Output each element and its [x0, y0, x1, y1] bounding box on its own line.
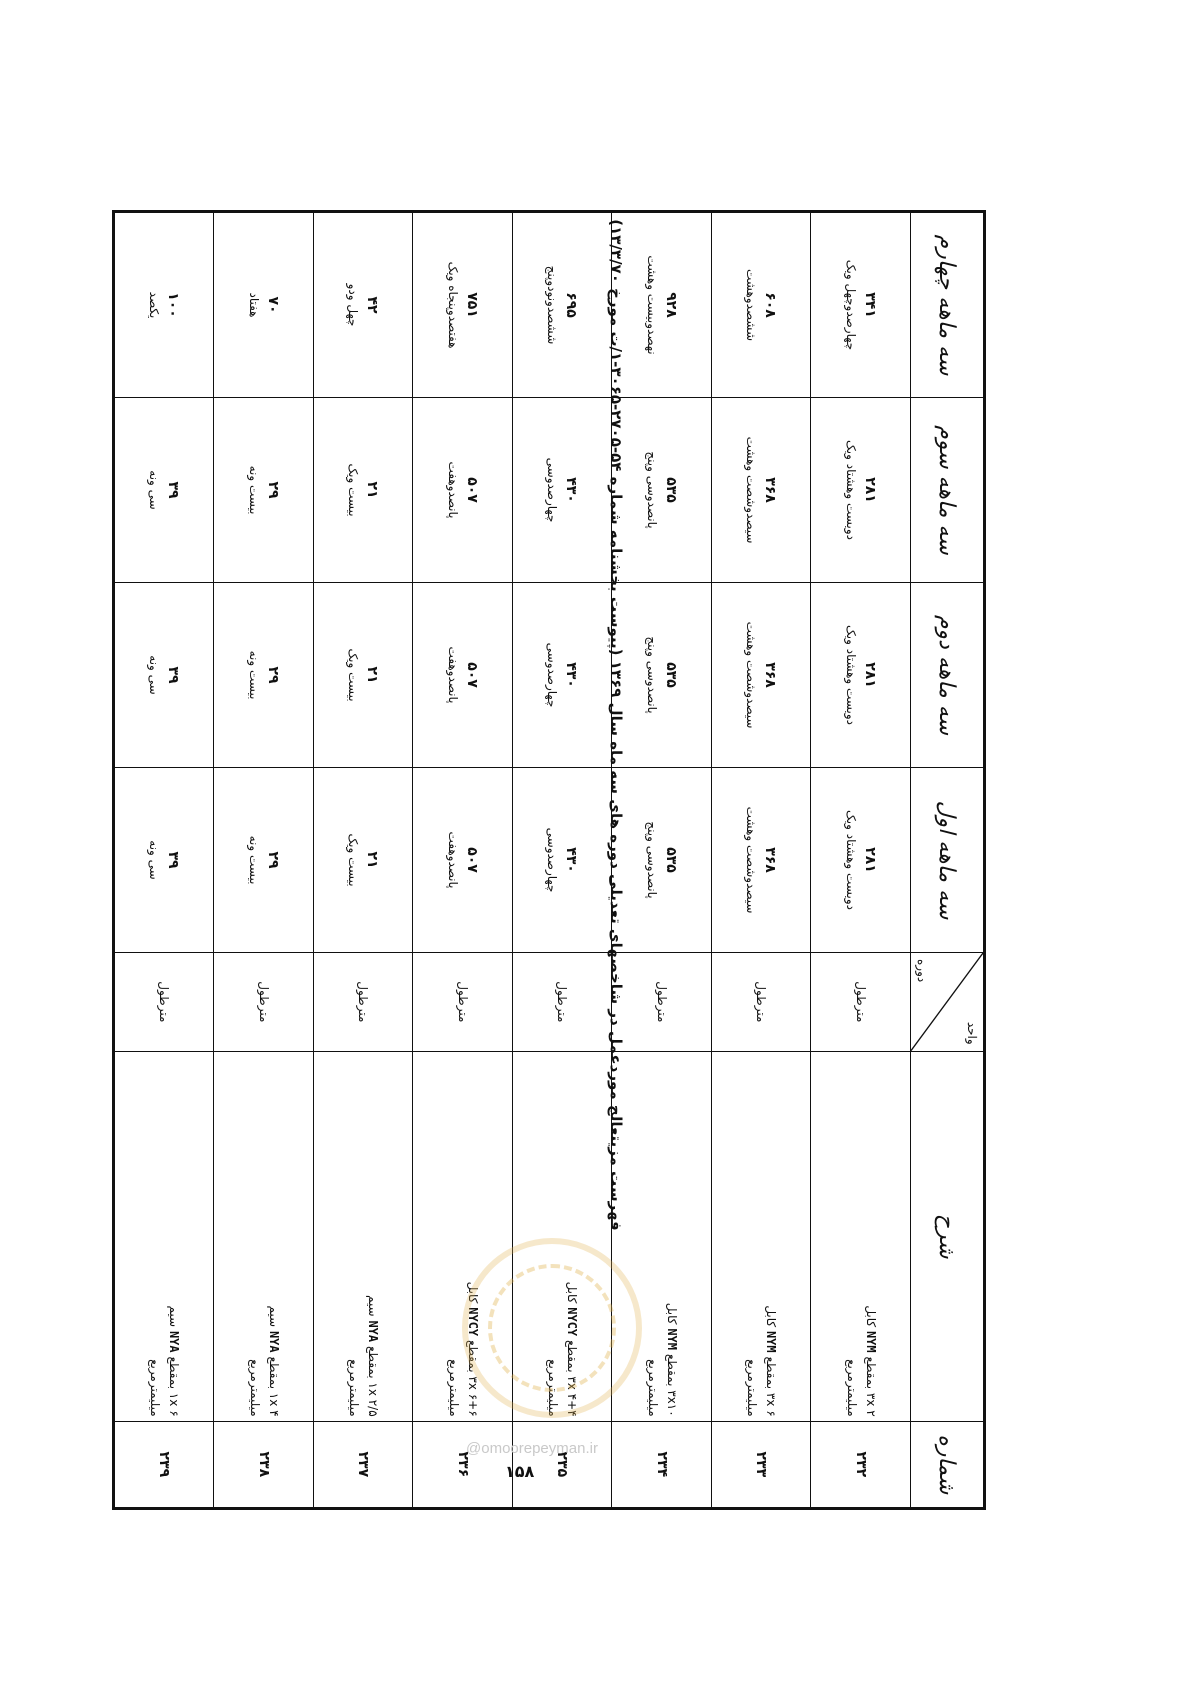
q2-number: ۲۱: [364, 666, 381, 684]
q3-cell: [712, 398, 812, 583]
desc-code: NYCY: [465, 1307, 480, 1337]
q2-number: ۴۳۰: [563, 662, 580, 688]
q4-cell: [214, 213, 314, 398]
q1-words: سیصدوشصت وهشت: [744, 806, 759, 914]
unit-cell: [413, 953, 513, 1052]
q2-number: ۵۳۵: [662, 662, 679, 688]
description-cell: [712, 1051, 812, 1421]
q1-number: ۵۳۵: [662, 847, 679, 873]
header-period-label: دوره: [915, 959, 929, 983]
q1-words: سی ونه: [147, 840, 162, 880]
item-no: ۲۳۳: [753, 1451, 770, 1478]
q3-number: ۳۶۸: [762, 477, 779, 503]
q2-number: ۵۰۷: [463, 662, 480, 688]
header-q4: سه ماهه چهارم: [911, 213, 984, 398]
q2-words: بیست ویک: [346, 648, 361, 702]
q4-words: نهصدوبیست وهشت: [644, 255, 659, 355]
item-no: ۲۳۷: [355, 1451, 372, 1478]
description-cell: [214, 1051, 314, 1421]
q1-number: ۳۶۸: [762, 847, 779, 873]
q4-number: ۹۲۸: [662, 292, 679, 318]
q3-number: ۲۱: [364, 481, 381, 499]
unit-cell: [115, 953, 215, 1052]
desc-type: کابل: [565, 1281, 580, 1304]
q4-number: ۶۹۵: [563, 292, 580, 318]
header-unit: [911, 953, 984, 1052]
desc-size: ۱x ۲/۵ بمقطع: [366, 1345, 381, 1417]
q1-cell: [115, 768, 215, 953]
watermark-url: @omoorepeyman.ir: [466, 1440, 598, 1457]
watermark-seal-inner: [488, 1264, 616, 1392]
desc-size: ۳x ۶+۶ بمقطع: [465, 1339, 480, 1417]
desc-type: کابل: [764, 1305, 779, 1328]
q2-cell: [811, 583, 911, 768]
item-no: ۲۳۲: [852, 1451, 869, 1478]
q1-cell: [612, 768, 712, 953]
unit-cell: [214, 953, 314, 1052]
page-title: فهرست مزیتعالج موردعمل در شاخصهای تعدیلی دوره های سه ماه سال ۱۳۶۹ (پیوست بخشنامه شماره ۵۴-۲۷۰۵-۳۰۶۵-۱/ت مورخ ۱۳/۳/۷۰): [607, 219, 625, 1231]
q2-cell: [413, 583, 513, 768]
desc-type: کابل: [664, 1302, 679, 1325]
q1-number: ۴۳۰: [563, 847, 580, 873]
q1-words: پانصدوهفت: [445, 831, 460, 889]
desc-code: NYA: [266, 1330, 281, 1353]
desc-unit: میلیمترمربع: [446, 1359, 461, 1417]
q3-cell: [811, 398, 911, 583]
q1-number: ۳۹: [165, 851, 182, 869]
item-no-cell: [214, 1421, 314, 1507]
table-row: [811, 213, 911, 1508]
q3-words: بیست ونه: [246, 465, 261, 515]
item-no-cell: [712, 1421, 812, 1507]
desc-size: ۳x ۲ بمقطع: [863, 1356, 878, 1417]
q1-number: ۵۰۷: [463, 847, 480, 873]
header-q3: سه ماهه سوم: [911, 398, 984, 583]
desc-type: کابل: [465, 1281, 480, 1304]
desc-code: NYA: [366, 1320, 381, 1343]
q1-number: ۲۱: [364, 851, 381, 869]
item-no-cell: [811, 1421, 911, 1507]
q4-cell: [513, 213, 613, 398]
q1-words: دویست وهشتاد ویک: [843, 810, 858, 910]
header-unit-label: واحد: [965, 1021, 979, 1045]
q1-cell: [811, 768, 911, 953]
q4-cell: [115, 213, 215, 398]
q3-number: ۵۳۵: [662, 477, 679, 503]
q1-number: ۲۸۱: [861, 847, 878, 873]
item-no-cell: [115, 1421, 215, 1507]
q1-cell: [214, 768, 314, 953]
q1-number: ۲۹: [264, 851, 281, 869]
q4-number: ۱۰۰: [165, 292, 182, 318]
unit-label: مترطول: [455, 981, 470, 1023]
q4-cell: [314, 213, 414, 398]
q2-words: چهارصدوسی: [545, 642, 560, 708]
q2-number: ۲۸۱: [861, 662, 878, 688]
q3-cell: [115, 398, 215, 583]
q3-number: ۴۳۰: [563, 477, 580, 503]
desc-type: سیم: [366, 1294, 381, 1317]
q2-cell: [214, 583, 314, 768]
q2-words: بیست ونه: [246, 650, 261, 700]
unit-label: مترطول: [555, 981, 570, 1023]
q4-cell: [811, 213, 911, 398]
unit-label: مترطول: [853, 981, 868, 1023]
q4-words: یکصد: [147, 291, 162, 319]
q1-cell: [513, 768, 613, 953]
q3-words: پانصدوسی وپنج: [644, 451, 659, 529]
q3-cell: [612, 398, 712, 583]
q3-words: دویست وهشتاد ویک: [843, 440, 858, 540]
q4-words: ششصدونودوپنج: [545, 265, 560, 345]
desc-unit: میلیمترمربع: [546, 1359, 561, 1417]
q3-words: سیصدوشصت وهشت: [744, 436, 759, 544]
unit-cell: [314, 953, 414, 1052]
description-cell: [115, 1051, 215, 1421]
unit-label: مترطول: [157, 981, 172, 1023]
q2-words: پانصدوسی وپنج: [644, 636, 659, 714]
item-no: ۲۳۴: [653, 1451, 670, 1478]
q2-number: ۳۶۸: [762, 662, 779, 688]
table-header-row: [911, 213, 984, 1508]
q1-words: بیست ونه: [246, 835, 261, 885]
q1-words: پانصدوسی وپنج: [644, 821, 659, 899]
q4-words: هفتصدوپنجاه ویک: [445, 261, 460, 349]
q2-cell: [612, 583, 712, 768]
q3-words: سی ونه: [147, 470, 162, 510]
desc-code: NYM: [764, 1330, 779, 1353]
q1-cell: [712, 768, 812, 953]
q2-cell: [115, 583, 215, 768]
desc-code: NYM: [863, 1330, 878, 1353]
desc-unit: میلیمترمربع: [347, 1359, 362, 1417]
q3-words: پانصدوهفت: [445, 461, 460, 519]
desc-size: ۱x ۶ بمقطع: [167, 1356, 182, 1417]
desc-size: ۳x ۶ بمقطع: [764, 1356, 779, 1417]
q4-cell: [413, 213, 513, 398]
page-number: ۱۵۸: [505, 1462, 535, 1481]
q3-cell: [513, 398, 613, 583]
desc-code: NYM: [664, 1328, 679, 1350]
q3-words: چهارصدوسی: [545, 457, 560, 523]
item-no-cell: [314, 1421, 414, 1507]
unit-cell: [612, 953, 712, 1052]
header-q2: سه ماهه دوم: [911, 583, 984, 768]
q3-cell: [413, 398, 513, 583]
desc-unit: میلیمترمربع: [148, 1359, 163, 1417]
q4-number: ۳۴۱: [861, 292, 878, 318]
table-row: [314, 213, 414, 1508]
unit-label: مترطول: [356, 981, 371, 1023]
item-no-cell: [612, 1421, 712, 1507]
q4-cell: [612, 213, 712, 398]
desc-code: NYA: [167, 1330, 182, 1353]
description-cell: [811, 1051, 911, 1421]
q2-cell: [513, 583, 613, 768]
unit-label: مترطول: [256, 981, 271, 1023]
desc-unit: میلیمترمربع: [745, 1359, 760, 1417]
q4-words: چهارصدوچهل ویک: [843, 259, 858, 351]
q3-number: ۵۰۷: [463, 477, 480, 503]
unit-cell: [513, 953, 613, 1052]
item-no-cell: [413, 1421, 513, 1507]
q4-number: ۶۰۸: [762, 292, 779, 318]
q3-cell: [314, 398, 414, 583]
table-row: [214, 213, 314, 1508]
item-no: ۲۳۸: [255, 1451, 272, 1478]
watermark-seal: [462, 1238, 642, 1418]
q1-cell: [413, 768, 513, 953]
table-row: [712, 213, 812, 1508]
q2-words: دویست وهشتاد ویک: [843, 625, 858, 725]
unit-label: مترطول: [654, 981, 669, 1023]
desc-size: ۱x ۴ بمقطع: [266, 1356, 281, 1417]
q2-number: ۲۹: [264, 666, 281, 684]
q4-words: چهل ودو: [346, 283, 361, 327]
q3-cell: [214, 398, 314, 583]
table-row: [115, 213, 215, 1508]
desc-unit: میلیمترمربع: [645, 1359, 660, 1417]
item-no: ۲۳۹: [156, 1451, 173, 1478]
q4-number: ۷۵۱: [463, 292, 480, 318]
q2-number: ۳۹: [165, 666, 182, 684]
q2-words: پانصدوهفت: [445, 646, 460, 704]
q4-words: ششصدوهشت: [744, 268, 759, 342]
q4-words: هفتاد: [246, 292, 261, 318]
desc-unit: میلیمترمربع: [844, 1359, 859, 1417]
unit-label: مترطول: [754, 981, 769, 1023]
description-cell: [314, 1051, 414, 1421]
q3-number: ۲۸۱: [861, 477, 878, 503]
q1-words: بیست ویک: [346, 833, 361, 887]
q4-number: ۴۲: [364, 296, 381, 314]
desc-code: NYCY: [565, 1307, 580, 1337]
header-description: شرح: [911, 1051, 984, 1421]
q2-words: سی ونه: [147, 655, 162, 695]
q2-cell: [314, 583, 414, 768]
q4-number: ۷۰: [264, 296, 281, 314]
desc-size: ۳x۱۰ بمقطع: [664, 1353, 679, 1417]
q3-number: ۳۹: [165, 481, 182, 499]
desc-size: ۳x ۴+۴ بمقطع: [565, 1339, 580, 1417]
item-no: ۲۳۶: [454, 1451, 471, 1478]
q3-words: بیست ویک: [346, 463, 361, 517]
q2-cell: [712, 583, 812, 768]
header-item-no: شماره: [911, 1421, 984, 1507]
item-no: ۲۳۵: [554, 1451, 571, 1478]
desc-type: سیم: [266, 1305, 281, 1328]
desc-type: سیم: [167, 1305, 182, 1328]
unit-cell: [712, 953, 812, 1052]
q4-cell: [712, 213, 812, 398]
q1-cell: [314, 768, 414, 953]
q3-number: ۲۹: [264, 481, 281, 499]
desc-unit: میلیمترمربع: [247, 1359, 262, 1417]
desc-type: کابل: [863, 1305, 878, 1328]
q2-words: سیصدوشصت وهشت: [744, 621, 759, 729]
unit-cell: [811, 953, 911, 1052]
header-q1: سه ماهه اول: [911, 768, 984, 953]
q1-words: چهارصدوسی: [545, 827, 560, 893]
